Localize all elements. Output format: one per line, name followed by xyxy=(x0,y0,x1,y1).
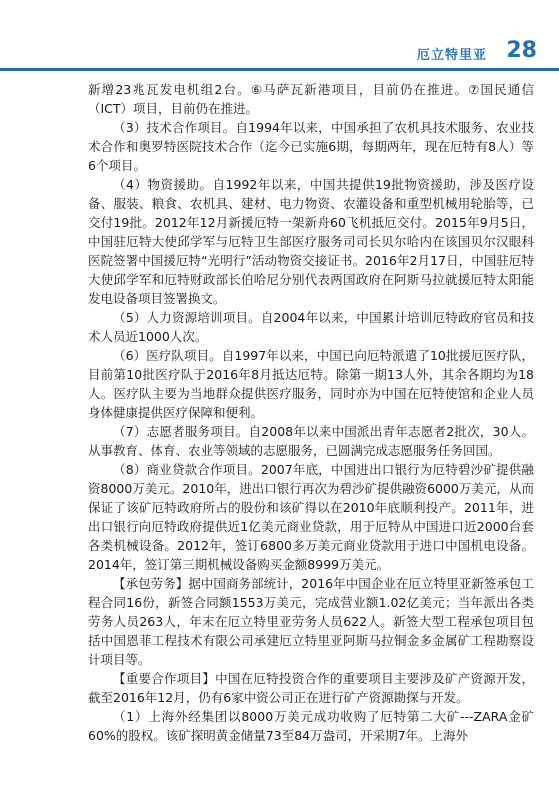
header-rule xyxy=(0,68,559,71)
paragraph: （6）医疗队项目。自1997年以来，中国已向厄特派遣了10批援厄医疗队，目前第10批医疗队于2016年8月抵达厄特。除第一期13人外，其余各期均为18人。医疗队主要为当地群众提供医疗服务，同时亦为中国在厄特使馆和企业人员身体健康提供医疗保障和便利。 xyxy=(88,348,534,420)
paragraph: （4）物资援助。自1992年以来，中国共提供19批物资援助，涉及医疗设备、服装、粮食、农机具、建材、电力物资、农灌设备和重型机械用轮胎等，已交付19批。2012年12月新援厄特一架新舟60飞机抵厄交付。2015年9月5日，中国驻厄特大使邱学军与厄特卫生部医疗服务司司长贝尔哈内在该国贝尔汉眼科医院签署中国援厄特“光明行”活动物资交接证书。2016年2月17日，中国驻厄特大使邱学军和厄特财政部长伯哈尼分别代表两国政府在阿斯马拉就援厄特太阳能发电设备项目签署换文。 xyxy=(88,177,534,306)
paragraph: 【承包劳务】据中国商务部统计，2016年中国企业在厄立特里亚新签承包工程合同16份，新签合同额1553万美元，完成营业额1.02亿美元；当年派出各类劳务人员263人，年末在厄立特里亚劳务人员622人。新签大型工程承包项目包括中国恩菲工程技术有限公司承建厄立特里亚阿斯马拉铜金多金属矿工程勘察设计项目等。 xyxy=(88,576,534,667)
running-header-title: 厄立特里亚 xyxy=(416,48,487,63)
paragraph: （1）上海外经集团以8000万美元成功收购了厄特第二大矿---ZARA金矿60%的股权。该矿探明黄金储量73至84万盎司，开采期7年。上海外 xyxy=(88,709,534,743)
paragraph: （7）志愿者服务项目。自2008年以来中国派出青年志愿者2批次，30人。从事教育、体育、农业等领域的志愿服务，已圆满完成志愿服务任务回国。 xyxy=(88,424,534,458)
paragraph: 【重要合作项目】中国在厄特投资合作的重要项目主要涉及矿产资源开发，截至2016年12月，仍有6家中资公司正在进行矿产资源勘探与开发。 xyxy=(88,671,534,705)
paragraph: （8）商业贷款合作项目。2007年底，中国进出口银行为厄特碧沙矿提供融资8000万美元。2010年，进出口银行再次为碧沙矿提供融资6000万美元，从而保证了该矿厄特政府所占的股份和该矿得以在2010年底顺利投产。2011年，进出口银行向厄特政府提供近1亿美元商业贷款，用于厄特从中国进口近2000台套各类机械设备。2012年，签订6800多万美元商业贷款用于进口中国机电设备。2014年，签订第三期机械设备购买金额8999万美元。 xyxy=(88,462,534,572)
body-text xyxy=(88,80,534,745)
page-number: 28 xyxy=(506,38,537,63)
paragraph: 新增23兆瓦发电机组2台。⑥马萨瓦新港项目，目前仍在推进。⑦国民通信（ICT）项目，目前仍在推进。 xyxy=(88,82,534,116)
paragraph: （5）人力资源培训项目。自2004年以来，中国累计培训厄特政府官员和技术人员近1000人次。 xyxy=(88,310,534,344)
paragraph: （3）技术合作项目。自1994年以来，中国承担了农机具技术服务、农业技术合作和奥罗特医院技术合作（迄今已实施6期，每期两年，现在厄特有8人）等6个项目。 xyxy=(88,120,534,173)
